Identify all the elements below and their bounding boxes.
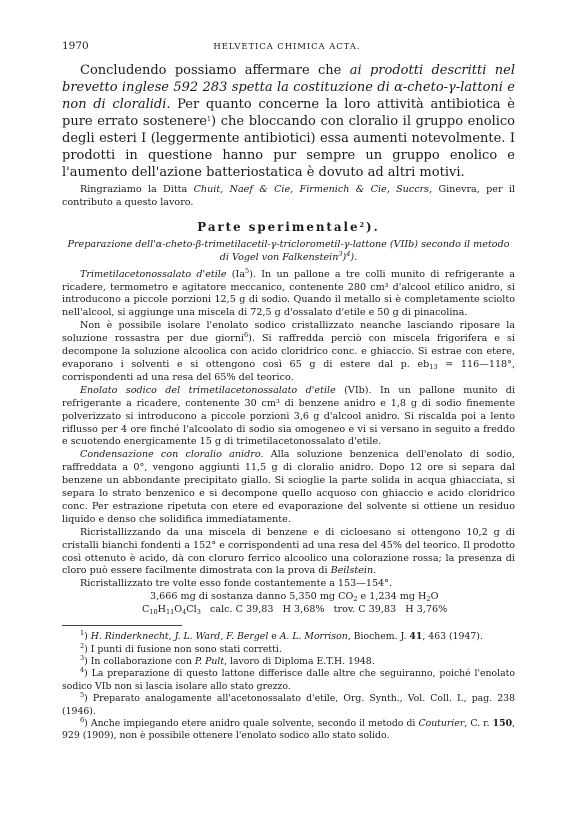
conclusion-paragraph: [62, 62, 515, 181]
text-span: Concludendo possiamo affermare che: [80, 63, 350, 78]
text-span: Anche impiegando etere anidro quale solvente, secondo il metodo di: [90, 717, 419, 729]
authors: H. Rinderknecht, J. L. Ward, F. Bergel: [90, 631, 269, 643]
text-span: ): [342, 251, 347, 263]
recrystallization-paragraph: [62, 527, 515, 579]
section-title: [62, 220, 515, 234]
footnote-5: $^5$) Preparato analogamente all'acetonossalato d'etile, Org. Synth., Vol. Coll. I., pag. 238 (1946).: [62, 691, 515, 717]
compound-name: Enolato sodico del trimetilacetonossalato d'etile: [80, 384, 336, 396]
journal-title: HELVETICA CHIMICA ACTA.: [213, 42, 361, 52]
melting-point-paragraph: Ricristallizzato tre volte esso fonde costantemente a 153—154°.: [80, 578, 392, 590]
footnote-divider: [62, 625, 182, 626]
step-name: Condensazione con cloralio anidro.: [80, 449, 264, 461]
text-span: ). In un pallone a tre colli munito di refrigerante a ricadere, termometro e agitatore meccanico, contenente 280 cm³ d'alcool etilico anidro, si introducono a piccole porzioni 12,5 g di sodio. Quando il metallo si è completamente sciolto nell'alcool, si aggiunge una miscela di 72,5 g d'ossalato d'etile e 50 g di pinacolina.: [62, 268, 515, 319]
footnote-1: $^1$) H. Rinderknecht, J. L. Ward, F. Bergel e A. L. Morrison, Biochem. J. 41, 463 (1947).: [80, 629, 483, 643]
text-span: e 1,234 mg H: [357, 591, 427, 603]
subscript: 10: [149, 608, 158, 617]
element-symbol: H: [157, 604, 166, 616]
analysis-values: calc. C 39,83 H 3,68% trov. C 39,83 H 3,76%: [200, 604, 448, 616]
isolation-paragraph: [62, 320, 515, 385]
compound-name: Trimetilacetonossalato d'etile: [80, 268, 227, 280]
footnote-mark: 2: [80, 641, 85, 650]
subscript: 2: [426, 595, 431, 604]
authors: A. L. Morrison: [279, 631, 348, 643]
text-span: , 463 (1947).: [422, 631, 483, 643]
element-symbol: C: [142, 604, 150, 616]
subscript: 4: [182, 608, 187, 617]
page-number: 1970: [62, 40, 89, 52]
footnote-mark: 3: [80, 653, 85, 662]
text-span: ).: [350, 251, 358, 263]
enolato-paragraph: [62, 385, 515, 450]
trimetil-paragraph: [62, 266, 515, 321]
footnote-ref: 5: [245, 266, 250, 275]
analysis-line: [62, 591, 515, 604]
footnote-ref: 2: [359, 220, 367, 229]
section-title-text: Parte sperimentale: [197, 219, 360, 234]
element-symbol: O: [174, 604, 183, 616]
text-span: , lavoro di Diploma E.T.H. 1948.: [224, 655, 375, 667]
text-span: O: [430, 591, 439, 603]
text-span: . Per quanto concerne la loro attività antibiotica è pure errato sostenere: [62, 97, 515, 129]
text-span: = 116—118°, corrispondenti ad una resa del 65% del teorico.: [62, 358, 515, 383]
procedure-title: [62, 239, 515, 265]
text-span: Ringraziamo la Ditta: [80, 184, 194, 195]
text-span: , 929 (1909), non è possibile ottenere l'enolato sodico allo stato solido.: [62, 717, 516, 742]
page-header: [62, 40, 515, 52]
condensation-paragraph: [62, 449, 515, 526]
text-span: Preparato analogamente all'acetonossalato d'etile, Org. Synth., Vol. Coll. I., pag. 238 (1946).: [62, 693, 515, 717]
footnote-ref: 3: [338, 249, 343, 258]
text-span: ). Si raffredda perciò con miscela frigorifera e si decompone la soluzione alcoolica con acido cloridrico conc. e ghiaccio. Si estrae con etere, evaporano i solventi e si ottengono così 65 g di estere dal p. eb: [62, 333, 515, 370]
journal-page: [62, 40, 515, 743]
text-span: ).: [366, 219, 380, 234]
authors: P. Pult: [194, 655, 225, 667]
text-span: .: [373, 565, 377, 577]
text-span: 3,666 mg di sostanza danno 5,350 mg CO: [150, 591, 354, 603]
footnote-2: $^2$) I punti di fusione non sono stati corretti.: [80, 641, 282, 655]
text-span: ) che bloccando con cloralio il gruppo enolico degli esteri I (leggermente antibiotici) essa aumenti notevolmente. I prodotti in questione hanno pur sempre un gruppo enolico e l'aumento dell'azione batteriostatica è dovuto ad altri motivi.: [62, 114, 515, 180]
test-name: Beilstein: [330, 565, 374, 577]
text-span: In collaborazione con: [90, 655, 195, 667]
text-span: , Biochem. J.: [347, 631, 410, 643]
emphasis-text: ai prodotti descritti nel brevetto inglese 592 283 spetta la costituzione di α-cheto-γ-lattoni e non di cloralidi: [62, 63, 515, 112]
text-span: La preparazione di questo lattone differisce dalle altre che seguiranno, poiché l'enolato sodico VIb non si lascia isolare allo stato grezzo.: [62, 668, 515, 692]
element-symbol: Cl: [186, 604, 197, 616]
subscript: 11: [166, 608, 175, 617]
text-span: Ricristallizzando da una miscela di benzene e di cicloesano si ottengono 10,2 g di cristalli bianchi fondenti a 152° e corrispondenti ad una resa del 45% del teorico. Il prodotto così ottenuto è acido, dà con cloruro ferrico alcoolico una colorazione rossa; la presenza di cloro può essere facilmente dimostrata con la prova di: [62, 526, 515, 577]
formula-line: [62, 604, 515, 617]
text-span: I punti di fusione non sono stati corretti.: [90, 643, 282, 655]
footnote-mark: 4: [80, 666, 85, 675]
text-span: , Ginevra, per il contributo a questo lavoro.: [62, 184, 515, 208]
volume: 150: [492, 717, 513, 729]
footnote-ref: 6: [244, 331, 249, 340]
text-span: Preparazione dell'α-cheto-β-trimetilacetil-γ-triclorometil-γ-lattone (VIIb) secondo il metodo di Vogel von Falkenstein: [67, 238, 510, 263]
subscript: 2: [353, 595, 358, 604]
text-span: Alla soluzione benzenica dell'enolato di sodio, raffreddata a 0°, vengono aggiunti 11,5 g di cloralio anidro. Dopo 12 ore si separa dal benzene un abbondante precipitato giallo. Si scioglie la parte solida in acqua ghiacciata, si separa lo strato benzenico e si decompone quello acquoso con ghiaccio e acido cloridrico conc. Per estrazione ripetuta con etere ed evaporazione del solvente si ottiene un residuo liquido e denso che solidifica immediatamente.: [62, 449, 515, 525]
footnote-4: $^4$) La preparazione di questo lattone differisce dalle altre che seguiranno, poiché l'enolato sodico VIb non si lascia isolare allo stato grezzo.: [62, 666, 515, 692]
subscript: 3: [196, 608, 201, 617]
footnote-ref: 1: [206, 115, 212, 123]
footnote-mark: 5: [80, 691, 85, 700]
footnote-3: $^3$) In collaborazione con P. Pult, lavoro di Diploma E.T.H. 1948.: [80, 653, 375, 667]
company-names: Chuit, Naef & Cie, Firmenich & Cie, Succrs: [193, 184, 430, 195]
footnote-mark: 1: [80, 629, 85, 638]
text-span: e: [268, 631, 280, 643]
text-span: (Ia: [226, 268, 246, 280]
text-span: Non è possibile isolare l'enolato sodico cristallizzato neanche lasciando riposare la soluzione rossastra per due giorni: [62, 320, 515, 345]
text-span: (VIb). In un pallone munito di refrigerante a ricadere, contenente 30 cm³ di benzene anidro e 1,8 g di sodio finemente polverizzato si introducono a piccole porzioni 3,6 g d'alcool anidro. Si riscalda poi a lento riflusso per 4 ore finché l'alcoolato di sodio sia omogeneo e vi si versano in seguito a freddo e scuotendo energicamente 15 g di trimetilacetonossalato d'etile.: [62, 384, 516, 448]
footnote-6: $^6$) Anche impiegando etere anidro quale solvente, secondo il metodo di Couturier, C. r. 150, 929 (1909), non è possibile ottenere l'enolato sodico allo stato solido.: [62, 715, 516, 742]
acknowledgement-paragraph: [62, 184, 515, 210]
text-span: , C. r.: [464, 717, 493, 729]
authors: Couturier: [418, 717, 465, 729]
footnote-mark: 6: [80, 715, 85, 724]
volume: 41: [409, 631, 423, 643]
footnote-ref: 4: [346, 249, 351, 258]
subscript: 13: [429, 362, 438, 371]
